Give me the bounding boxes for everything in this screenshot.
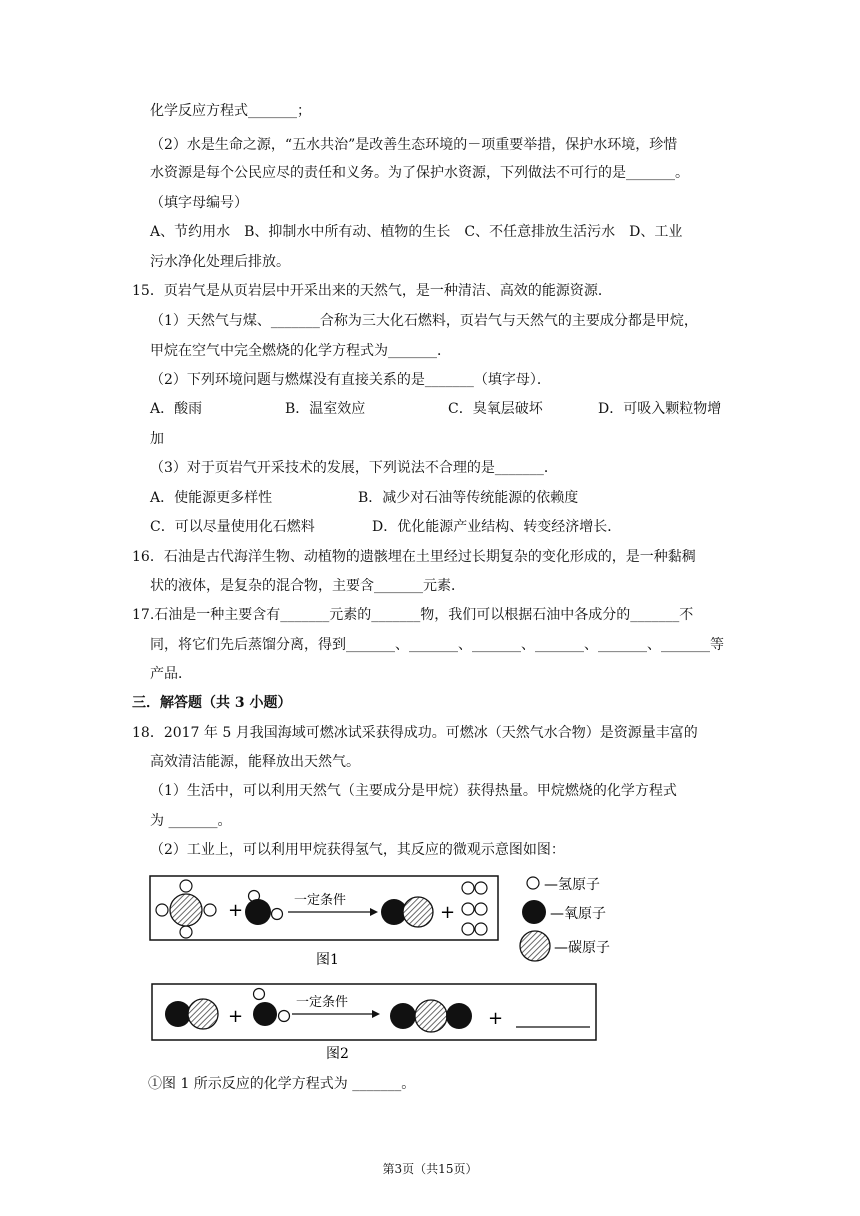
hydrogen-atom-icon [527,877,539,889]
text-line: 水资源是每个公民应尽的责任和义务。为了保护水资源，下列做法不可行的是_______。 [150,165,689,181]
legend-hydrogen: —氢原子 [544,877,600,893]
text-line: ①图 1 所示反应的化学方程式为 _______。 [148,1076,416,1092]
question-16: 16．石油是古代海洋生物、动植物的遗骸埋在土里经过长期复杂的变化形成的，是一种黏稠 [132,549,696,565]
carbon-atom-icon [520,931,550,961]
text-line: 同，将它们先后蒸馏分离，得到_______、_______、_______、_______、_______、_______等 [150,637,724,653]
carbon-dioxide-molecule [390,1000,472,1032]
option-c: C．可以尽量使用化石燃料 [150,519,315,535]
text-line: 甲烷在空气中完全燃烧的化学方程式为_______． [150,343,451,359]
option-b: B．温室效应 [285,401,366,417]
text-line: （3）对于页岩气开采技术的发展，下列说法不合理的是_______． [150,460,558,476]
text-line: A、节约用水 B、抑制水中所有动、植物的生长 C、不任意排放生活污水 D、工业 [150,224,683,240]
reaction-diagram-figure1 [148,868,628,972]
question-17: 17.石油是一种主要含有_______元素的_______物，我们可以根据石油中各成分的_______不 [132,607,694,623]
oxygen-atom-icon [522,900,546,924]
text-line: （2）工业上，可以利用甲烷获得氢气，其反应的微观示意图如图： [150,842,565,858]
legend-oxygen: —氧原子 [550,906,606,922]
option-d: D．优化能源产业结构、转变经济增长． [372,519,622,535]
plus-sign: + [228,900,244,921]
text-line: 为 _______。 [150,813,232,829]
section-heading: 三．解答题（共 3 小题） [132,695,292,711]
text-line: 污水净化处理后排放。 [150,254,290,270]
text-line: （1）天然气与煤、_______合称为三大化石燃料，页岩气与天然气的主要成分都是甲烷， [150,313,698,329]
question-18: 18．2017 年 5 月我国海域可燃冰试采获得成功。可燃冰（天然气水合物）是资源量丰富的 [132,725,698,741]
text-line: 化学反应方程式_______； [150,103,311,119]
legend [520,877,610,961]
text-line: 加 [150,431,164,447]
reaction-diagram-figure2 [148,980,608,1064]
option-c: C．臭氧层破坏 [448,401,543,417]
legend-carbon: —碳原子 [554,940,610,956]
condition-label: 一定条件 [296,995,349,1010]
option-b: B．减少对石油等传统能源的依赖度 [358,490,579,506]
text-line: （2）下列环境问题与燃煤没有直接关系的是_______（填字母）． [150,372,551,388]
carbon-monoxide-molecule [165,999,218,1029]
text-line: 高效清洁能源，能释放出天然气。 [150,754,360,770]
page-footer: 第3页（共15页） [382,1162,478,1176]
plus-sign: + [228,1006,244,1027]
text-line: 产品． [150,666,192,682]
condition-label: 一定条件 [294,893,347,908]
plus-sign: + [440,902,456,923]
option-a: A．酸雨 [150,401,203,417]
text-line: 状的液体，是复杂的混合物，主要含_______元素． [150,578,465,594]
text-line: （1）生活中，可以利用天然气（主要成分是甲烷）获得热量。甲烷燃烧的化学方程式 [150,783,677,799]
text-line: （2）水是生命之源，“五水共治”是改善生态环境的－项重要举措，保护水环境，珍惜 [150,137,678,153]
plus-sign: + [488,1008,504,1029]
option-d: D．可吸入颗粒物增 [598,401,722,417]
question-15: 15．页岩气是从页岩层中开采出来的天然气，是一种清洁、高效的能源资源． [132,283,612,299]
option-a: A．使能源更多样性 [150,490,273,506]
figure1-caption: 图1 [316,952,339,968]
figure2-caption: 图2 [326,1046,349,1062]
text-line: （填字母编号） [150,195,248,211]
carbon-monoxide-molecule [381,897,433,927]
